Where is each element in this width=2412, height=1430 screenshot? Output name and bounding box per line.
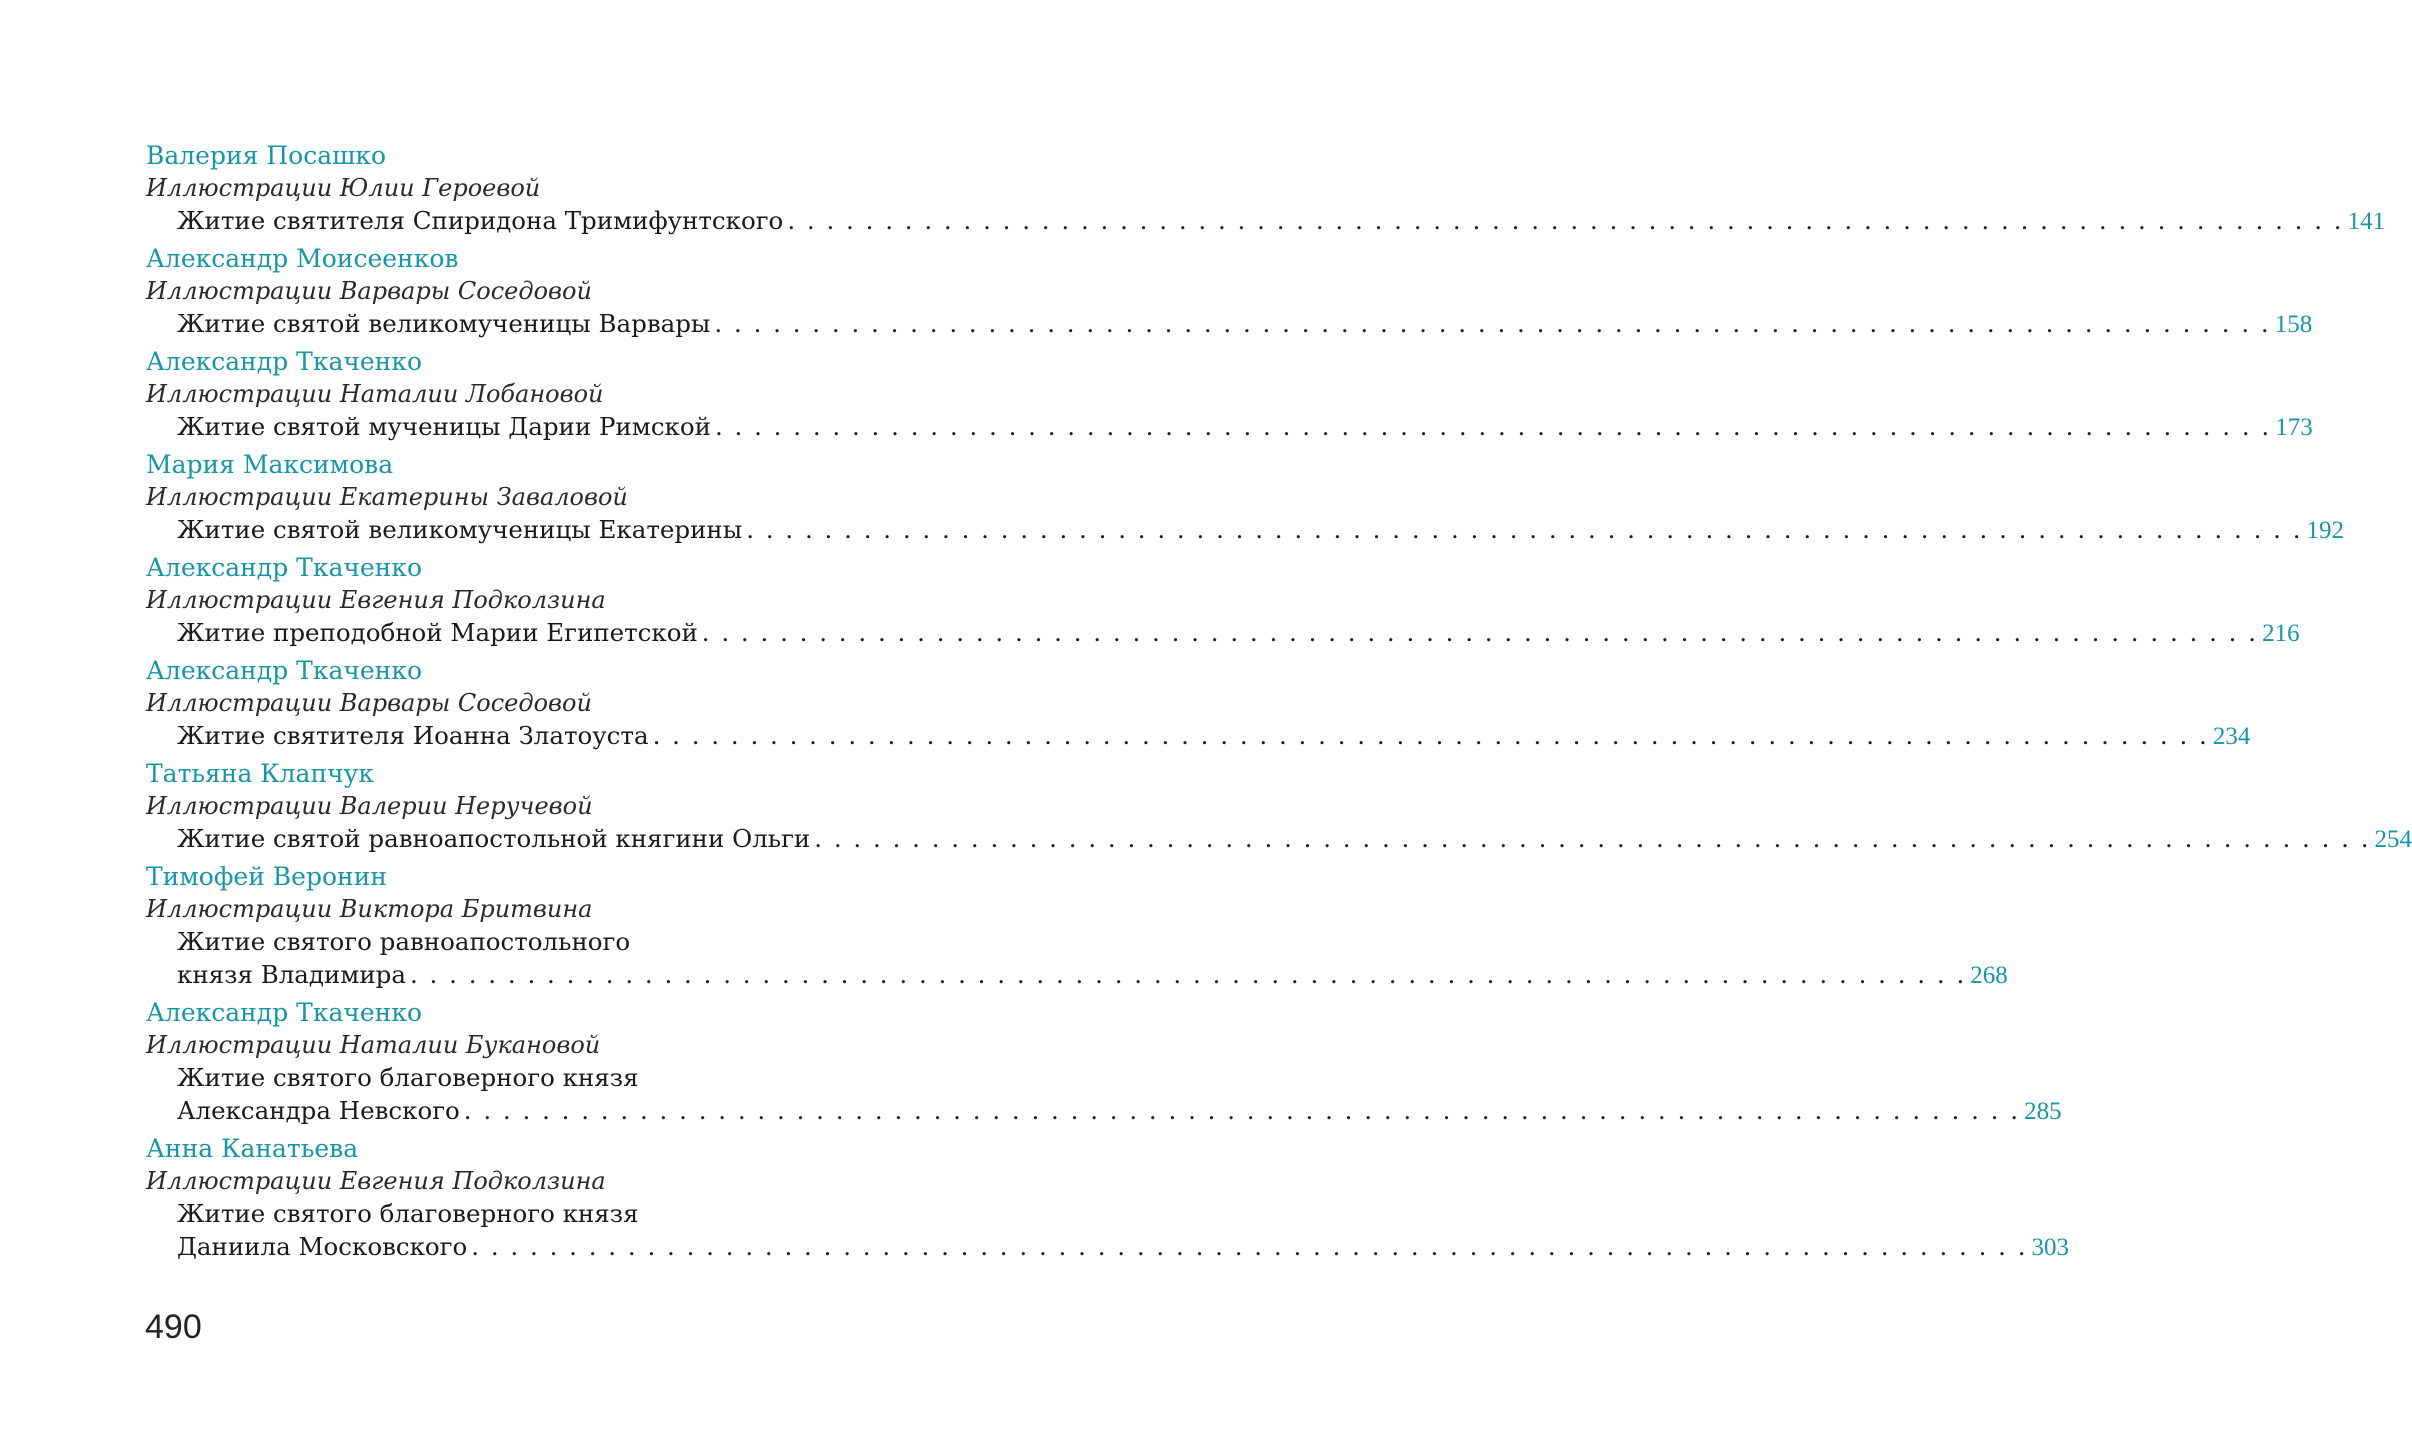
entry-author: Татьяна Клапчук xyxy=(146,759,374,788)
toc-entry[interactable] xyxy=(146,346,2313,443)
toc-entry[interactable] xyxy=(146,758,2412,855)
dot-leader: . . . . . . . . . . . . . . . . . . . . . . . . . . . . . . . . . . . . . . . . . . . . . . . . . . . . . . . . . . . . . . . . . . . . . . . . . . . . . . . . xyxy=(814,824,2371,853)
entry-title-block xyxy=(146,1061,2062,1127)
entry-author: Александр Ткаченко xyxy=(146,656,423,685)
dot-leader: . . . . . . . . . . . . . . . . . . . . . . . . . . . . . . . . . . . . . . . . . . . . . . . . . . . . . . . . . . . . . . . . . . . . . . . . . . . . . . . . xyxy=(409,960,1967,989)
entry-title-block xyxy=(146,1197,2070,1263)
entry-author: Валерия Посашко xyxy=(146,141,387,170)
entry-title-row xyxy=(177,719,2251,752)
entry-illustrator: Иллюстрации Наталии Букановой xyxy=(146,1031,601,1059)
entry-title: князя Владимира xyxy=(177,960,406,989)
entry-title: Житие святой великомученицы Варвары xyxy=(177,309,711,338)
toc-entry[interactable] xyxy=(146,997,2062,1127)
entry-title: Александра Невского xyxy=(177,1096,460,1125)
entry-title: Житие преподобной Марии Египетской xyxy=(177,618,698,647)
toc-entry[interactable] xyxy=(146,449,2345,546)
entry-title-row xyxy=(177,1094,2062,1127)
entry-title-line: Житие святого благоверного князя xyxy=(177,1199,639,1228)
dot-leader: . . . . . . . . . . . . . . . . . . . . . . . . . . . . . . . . . . . . . . . . . . . . . . . . . . . . . . . . . . . . . . . . . . . . . . . . . . . . . . . . xyxy=(787,206,2344,235)
dot-leader: . . . . . . . . . . . . . . . . . . . . . . . . . . . . . . . . . . . . . . . . . . . . . . . . . . . . . . . . . . . . . . . . . . . . . . . . . . . . . . . . xyxy=(471,1232,2028,1261)
entry-illustrator: Иллюстрации Варвары Соседовой xyxy=(146,277,592,305)
entry-author: Александр Ткаченко xyxy=(146,347,423,376)
entry-title-row xyxy=(177,958,2008,991)
entry-page-number[interactable]: 141 xyxy=(2347,208,2386,235)
entry-author: Тимофей Веронин xyxy=(146,862,388,891)
entry-author: Мария Максимова xyxy=(146,450,394,479)
toc-entry[interactable] xyxy=(146,1133,2070,1263)
entry-title-line: Житие святого равноапостольного xyxy=(177,927,631,956)
entry-illustrator: Иллюстрации Юлии Героевой xyxy=(146,174,541,202)
entry-title: Житие святителя Спиридона Тримифунтского xyxy=(177,206,784,235)
entry-title-block xyxy=(146,513,2345,546)
entry-title: Житие святителя Иоанна Златоуста xyxy=(177,721,649,750)
toc-entry[interactable] xyxy=(146,552,2300,649)
entry-title-row xyxy=(177,822,2412,855)
entry-page-number[interactable]: 268 xyxy=(1970,962,2008,989)
entry-title-row xyxy=(177,616,2300,649)
entry-illustrator: Иллюстрации Валерии Неручевой xyxy=(146,792,593,820)
toc-entry[interactable] xyxy=(146,140,2386,237)
entry-title-row xyxy=(177,204,2386,237)
entry-title-row xyxy=(177,513,2345,546)
entry-illustrator: Иллюстрации Наталии Лобановой xyxy=(146,380,604,408)
dot-leader: . . . . . . . . . . . . . . . . . . . . . . . . . . . . . . . . . . . . . . . . . . . . . . . . . . . . . . . . . . . . . . . . . . . . . . . . . . . . . . . . xyxy=(652,721,2209,750)
entry-title-block xyxy=(146,410,2313,443)
dot-leader: . . . . . . . . . . . . . . . . . . . . . . . . . . . . . . . . . . . . . . . . . . . . . . . . . . . . . . . . . . . . . . . . . . . . . . . . . . . . . . . . xyxy=(746,515,2303,544)
entry-title-block xyxy=(146,307,2313,340)
entry-page-number[interactable]: 285 xyxy=(2024,1098,2062,1125)
entry-title-block xyxy=(146,204,2386,237)
entry-page-number[interactable]: 158 xyxy=(2274,311,2313,338)
entry-author: Александр Ткаченко xyxy=(146,553,423,582)
dot-leader: . . . . . . . . . . . . . . . . . . . . . . . . . . . . . . . . . . . . . . . . . . . . . . . . . . . . . . . . . . . . . . . . . . . . . . . . . . . . . . . . xyxy=(714,412,2272,441)
entry-illustrator: Иллюстрации Варвары Соседовой xyxy=(146,689,592,717)
entry-illustrator: Иллюстрации Евгения Подколзина xyxy=(146,1167,606,1195)
toc-entry[interactable] xyxy=(146,861,2008,991)
entry-illustrator: Иллюстрации Евгения Подколзина xyxy=(146,586,606,614)
entry-title: Житие святой великомученицы Екатерины xyxy=(177,515,743,544)
dot-leader: . . . . . . . . . . . . . . . . . . . . . . . . . . . . . . . . . . . . . . . . . . . . . . . . . . . . . . . . . . . . . . . . . . . . . . . . . . . . . . . . xyxy=(701,618,2259,647)
page-number: 490 xyxy=(145,1308,202,1346)
entry-author: Александр Моисеенков xyxy=(146,244,459,273)
entry-page-number[interactable]: 173 xyxy=(2275,414,2313,441)
entry-page-number[interactable]: 303 xyxy=(2031,1234,2070,1261)
dot-leader: . . . . . . . . . . . . . . . . . . . . . . . . . . . . . . . . . . . . . . . . . . . . . . . . . . . . . . . . . . . . . . . . . . . . . . . . . . . . . . . . xyxy=(714,309,2271,338)
entry-title-row xyxy=(177,410,2313,443)
entry-title-block xyxy=(146,822,2412,855)
toc-entry[interactable] xyxy=(146,243,2313,340)
table-of-contents xyxy=(146,140,2412,1263)
entry-title-row xyxy=(177,1230,2070,1263)
entry-page-number[interactable]: 192 xyxy=(2306,517,2345,544)
entry-title-block xyxy=(146,719,2251,752)
dot-leader: . . . . . . . . . . . . . . . . . . . . . . . . . . . . . . . . . . . . . . . . . . . . . . . . . . . . . . . . . . . . . . . . . . . . . . . . . . . . . . . . xyxy=(463,1096,2021,1125)
entry-illustrator: Иллюстрации Екатерины Заваловой xyxy=(146,483,628,511)
entry-title: Житие святой мученицы Дарии Римской xyxy=(177,412,711,441)
entry-illustrator: Иллюстрации Виктора Бритвина xyxy=(146,895,593,923)
entry-author: Александр Ткаченко xyxy=(146,998,423,1027)
toc-entry[interactable] xyxy=(146,655,2251,752)
entry-title-block xyxy=(146,925,2008,991)
entry-title-line: Житие святого благоверного князя xyxy=(177,1063,639,1092)
entry-title: Даниила Московского xyxy=(177,1232,468,1261)
entry-author: Анна Канатьева xyxy=(146,1134,359,1163)
entry-title: Житие святой равноапостольной княгини Ольги xyxy=(177,824,811,853)
entry-page-number[interactable]: 216 xyxy=(2262,620,2300,647)
entry-page-number[interactable]: 254 xyxy=(2374,826,2412,853)
entry-title-block xyxy=(146,616,2300,649)
entry-page-number[interactable]: 234 xyxy=(2212,723,2251,750)
entry-title-row xyxy=(177,307,2313,340)
